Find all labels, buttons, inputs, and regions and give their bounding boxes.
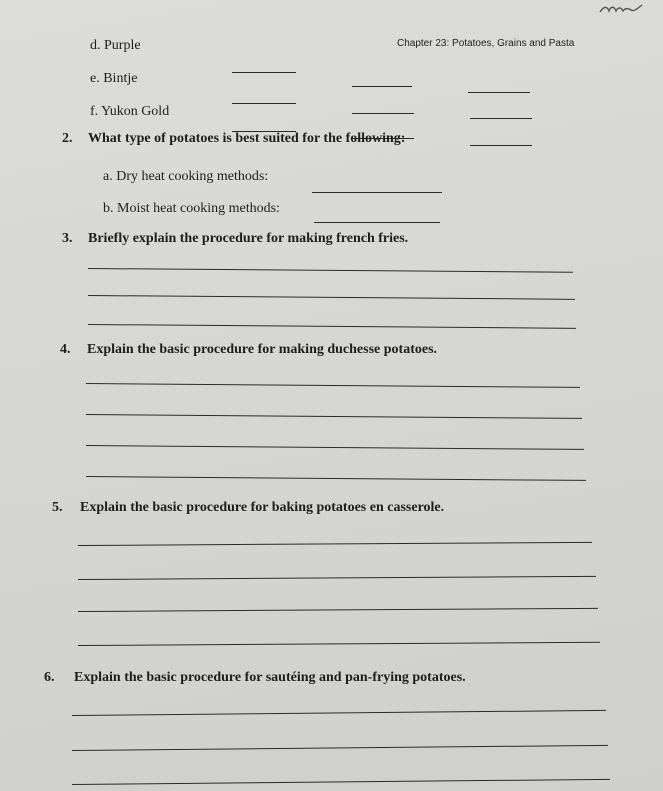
question-4-text: Explain the basic procedure for making duchesse potatoes. [87, 342, 438, 357]
answer-line[interactable] [88, 295, 575, 300]
question-5-number: 5. [52, 500, 63, 515]
question-6-text: Explain the basic procedure for sautéing and pan-frying potatoes. [74, 670, 466, 685]
answer-blank-2b[interactable] [314, 222, 440, 223]
answer-line[interactable] [78, 576, 596, 580]
chapter-header: Chapter 23: Potatoes, Grains and Pasta [397, 38, 575, 49]
answer-blank[interactable] [352, 113, 414, 114]
answer-line[interactable] [86, 445, 584, 450]
answer-blank[interactable] [470, 118, 532, 119]
answer-blank[interactable] [470, 145, 532, 146]
question-2-text: What type of potatoes is best suited for the following: [88, 131, 406, 146]
answer-blank[interactable] [232, 103, 296, 104]
question-2a-label: a. Dry heat cooking methods: [103, 169, 269, 184]
answer-line[interactable] [72, 710, 606, 716]
question-2b-label: b. Moist heat cooking methods: [103, 201, 280, 216]
answer-line[interactable] [72, 745, 608, 751]
answer-blank-2a[interactable] [312, 192, 442, 193]
list-item-purple: d. Purple [90, 38, 141, 53]
answer-blank[interactable] [352, 86, 412, 87]
answer-line[interactable] [78, 608, 598, 612]
answer-line[interactable] [72, 779, 610, 785]
question-3-number: 3. [62, 231, 73, 246]
answer-blank[interactable] [468, 92, 530, 93]
question-6-number: 6. [44, 670, 55, 685]
answer-line[interactable] [88, 268, 573, 273]
question-2-number: 2. [62, 131, 73, 146]
list-item-yukon-gold: f. Yukon Gold [90, 104, 170, 119]
list-item-bintje: e. Bintje [90, 71, 138, 86]
question-5-text: Explain the basic procedure for baking potatoes en casserole. [80, 500, 445, 515]
answer-line[interactable] [78, 642, 600, 646]
answer-line[interactable] [86, 383, 580, 388]
answer-line[interactable] [88, 324, 576, 329]
answer-line[interactable] [86, 476, 586, 481]
pen-scribble-mark [598, 2, 644, 18]
question-3-text: Briefly explain the procedure for making french fries. [88, 231, 409, 246]
question-4-number: 4. [60, 342, 71, 357]
answer-line[interactable] [86, 414, 582, 419]
answer-blank[interactable] [232, 72, 296, 73]
answer-line[interactable] [78, 542, 592, 546]
